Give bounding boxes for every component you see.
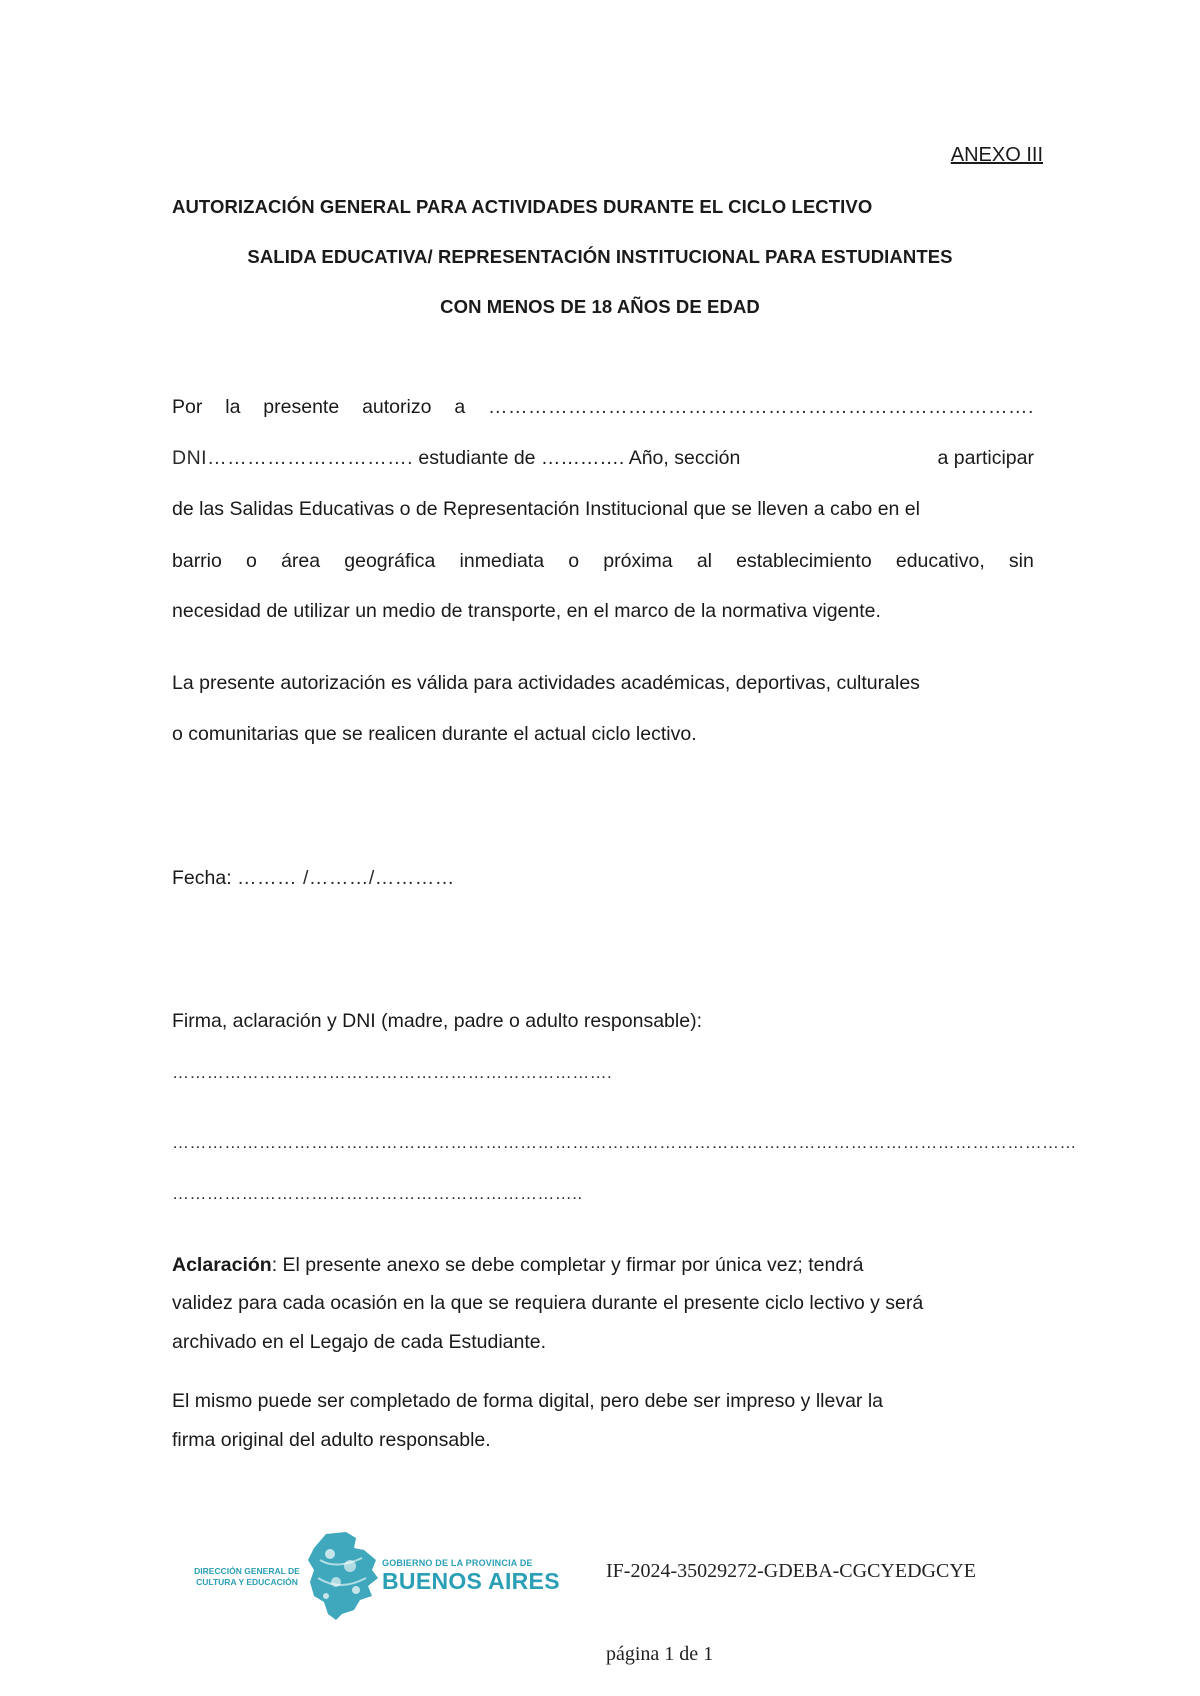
word: educativo, (895, 550, 985, 572)
body-line-4 (172, 550, 1034, 573)
word: presente (263, 396, 340, 418)
document-code: IF-2024-35029272-GDEBA-CGCYEDGCYE (606, 1560, 976, 1582)
title-line-1: AUTORIZACIÓN GENERAL PARA ACTIVIDADES DURANTE EL CICLO LECTIVO (172, 196, 873, 217)
authorize-line (172, 396, 1034, 419)
word: inmediata (459, 550, 545, 572)
province-logo-big: BUENOS AIRES (382, 1568, 560, 1594)
word: la (225, 396, 241, 418)
student-name-blank: ………………………………………………………………………. (488, 396, 1034, 418)
note-text-1 (172, 1254, 864, 1277)
word: área (281, 550, 321, 572)
body-line-3: de las Salidas Educativas o de Representación Institucional que se lleven a cabo en el (172, 498, 920, 520)
date-line (172, 867, 1034, 890)
date-label: Fecha: (172, 867, 232, 889)
note-para2-line-2: firma original del adulto responsable. (172, 1429, 491, 1451)
province-map-icon (306, 1530, 380, 1622)
note-line-1 (172, 1254, 1034, 1277)
signature-blank-1: …………………………………………………………………. (172, 1063, 613, 1082)
note-line-2: validez para cada ocasión en la que se requiera durante el presente ciclo lectivo y será (172, 1292, 924, 1314)
word: autorizo (362, 396, 432, 418)
word: barrio (172, 550, 222, 572)
page-number: página 1 de 1 (606, 1643, 714, 1665)
note-bold-label: Aclaración (172, 1254, 272, 1276)
word: próxima (603, 550, 673, 572)
word: o (568, 550, 580, 572)
validity-line-2: o comunitarias que se realicen durante el actual ciclo lectivo. (172, 723, 697, 745)
student-of-blank: estudiante de …………. (418, 447, 625, 469)
province-logo-small: GOBIERNO DE LA PROVINCIA DE (382, 1558, 533, 1568)
word: establecimiento (736, 550, 872, 572)
signature-blank-3: …………………………………………………………….. (172, 1184, 583, 1203)
dgcye-logo-text: DIRECCIÓN GENERAL DE CULTURA Y EDUCACIÓN (194, 1566, 300, 1587)
dni-blank: DNI…………………………. (172, 447, 413, 469)
title-line-3: CON MENOS DE 18 AÑOS DE EDAD (440, 296, 760, 317)
date-blank: ……… /………/………… (237, 867, 455, 889)
word: Por (172, 396, 203, 418)
participate-label: a participar (937, 447, 1034, 469)
word: a (454, 396, 466, 418)
note-para2-line-1: El mismo puede ser completado de forma digital, pero debe ser impreso y llevar la (172, 1390, 884, 1412)
word: al (696, 550, 712, 572)
title-line-2: SALIDA EDUCATIVA/ REPRESENTACIÓN INSTITUCIONAL PARA ESTUDIANTES (247, 246, 953, 267)
year-section-label: Año, sección (628, 447, 741, 469)
note-line-1-rest: : El presente anexo se debe completar y firmar por única vez; tendrá (271, 1254, 864, 1276)
signature-label: Firma, aclaración y DNI (madre, padre o adulto responsable): (172, 1010, 702, 1032)
word: o (246, 550, 257, 572)
province-logo-text (382, 1558, 560, 1594)
word: sin (1008, 550, 1034, 572)
dni-line (172, 447, 1034, 470)
body-line-5: necesidad de utilizar un medio de transporte, en el marco de la normativa vigente. (172, 600, 881, 622)
annex-label: ANEXO III (950, 144, 1043, 166)
validity-line-1: La presente autorización es válida para actividades académicas, deportivas, culturales (172, 672, 920, 694)
word: geográfica (344, 550, 436, 572)
signature-blank-2: ………………………………………………………………………………………………………………………………………… (172, 1133, 1077, 1152)
note-line-3: archivado en el Legajo de cada Estudiante. (172, 1331, 547, 1353)
